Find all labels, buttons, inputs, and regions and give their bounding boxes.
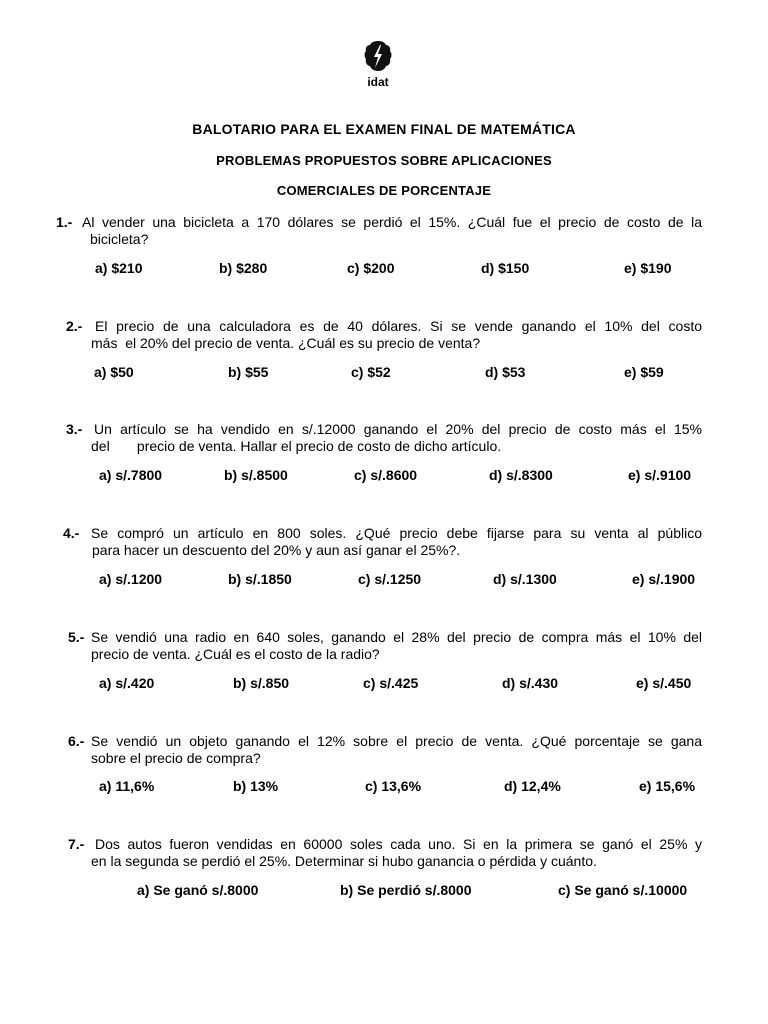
problem-line-1: El precio de una calculadora es de 40 dólares. Si se vende ganando el 10% del costo	[95, 318, 702, 334]
problem-line-2: más el 20% del precio de venta. ¿Cuál es su precio de venta?	[91, 335, 481, 351]
problem-line-2: precio de venta. ¿Cuál es el costo de la radio?	[91, 646, 380, 662]
problem-5	[68, 629, 702, 663]
option-b: b) $280	[219, 260, 268, 276]
problem-line-2: en la segunda se perdió el 25%. Determinar si hubo ganancia o pérdida y cuánto.	[91, 853, 597, 869]
problem-text	[91, 733, 702, 767]
problem-text	[91, 836, 702, 870]
option-a: a) s/.7800	[99, 467, 163, 483]
brain-bolt-icon	[363, 40, 393, 74]
option-c: c) Se ganó s/.10000	[558, 882, 688, 898]
problem-text	[91, 525, 702, 559]
problem-line-1: Un artículo se ha vendido en s/.12000 ganando el 20% del precio de costo más el 15%	[94, 421, 702, 437]
option-a: a) $50	[94, 364, 134, 380]
option-b: b) 13%	[233, 778, 279, 794]
problem-number: 7.-	[68, 836, 85, 852]
problem-line-2: bicicleta?	[90, 231, 149, 247]
option-b: b) s/.1850	[228, 571, 292, 587]
option-e: e) 15,6%	[639, 778, 696, 794]
problem-line-2: del precio de venta. Hallar el precio de costo de dicho artículo.	[91, 438, 502, 454]
answer-options-2	[0, 364, 768, 382]
page-subtitle-2: COMERCIALES DE PORCENTAJE	[276, 183, 492, 198]
problem-1	[56, 214, 702, 248]
option-c: c) $200	[347, 260, 395, 276]
problem-line-1: Se vendió un objeto ganando el 12% sobre el precio de venta. ¿Qué porcentaje se gana	[91, 733, 702, 749]
option-c: c) s/.425	[363, 675, 419, 691]
option-a: a) $210	[95, 260, 143, 276]
problem-6	[68, 733, 702, 767]
option-c: c) $52	[351, 364, 391, 380]
answer-options-4	[0, 571, 768, 589]
problem-7	[68, 836, 702, 870]
problem-line-1: Al vender una bicicleta a 170 dólares se perdió el 15%. ¿Cuál fue el precio de costo de la	[82, 214, 702, 230]
page-title: BALOTARIO PARA EL EXAMEN FINAL DE MATEMÁTICA	[192, 121, 576, 137]
option-e: e) s/.9100	[628, 467, 692, 483]
problem-number: 5.-	[68, 629, 85, 645]
answer-options-3	[0, 467, 768, 485]
answer-options-5	[0, 675, 768, 693]
option-c: c) 13,6%	[365, 778, 422, 794]
option-e: e) s/.450	[636, 675, 692, 691]
option-d: d) s/.1300	[493, 571, 557, 587]
answer-options-7	[0, 882, 768, 900]
option-c: c) s/.1250	[358, 571, 422, 587]
option-d: d) $53	[485, 364, 526, 380]
problem-text	[82, 214, 702, 248]
option-e: e) s/.1900	[632, 571, 696, 587]
problem-line-1: Se compró un artículo en 800 soles. ¿Qué precio debe fijarse para su venta al público	[91, 525, 702, 541]
option-b: b) Se perdió s/.8000	[340, 882, 472, 898]
problem-line-1: Se vendió una radio en 640 soles, ganando el 28% del precio de compra más el 10% del	[91, 629, 702, 645]
problem-2	[66, 318, 702, 352]
answer-options-6	[0, 778, 768, 796]
problem-number: 6.-	[68, 733, 85, 749]
option-d: d) s/.8300	[489, 467, 553, 483]
problem-number: 2.-	[66, 318, 83, 334]
problem-line-2: sobre el precio de compra?	[91, 750, 261, 766]
option-e: e) $190	[624, 260, 672, 276]
option-a: a) Se ganó s/.8000	[137, 882, 259, 898]
option-a: a) 11,6%	[99, 778, 155, 794]
problem-text	[91, 421, 702, 455]
idat-logo	[356, 40, 400, 98]
problem-text	[91, 629, 702, 663]
problem-3	[66, 421, 702, 455]
problem-number: 1.-	[56, 214, 73, 230]
option-b: b) $55	[228, 364, 269, 380]
logo-text: idat	[367, 75, 389, 89]
option-d: d) 12,4%	[504, 778, 561, 794]
option-c: c) s/.8600	[354, 467, 418, 483]
problem-number: 3.-	[66, 421, 83, 437]
option-e: e) $59	[624, 364, 664, 380]
page-subtitle-1: PROBLEMAS PROPUESTOS SOBRE APLICACIONES	[216, 153, 552, 168]
problem-4	[63, 525, 702, 559]
option-a: a) s/.1200	[99, 571, 163, 587]
problem-line-2: para hacer un descuento del 20% y aun así ganar el 25%?.	[92, 542, 461, 558]
option-b: b) s/.850	[233, 675, 290, 691]
option-d: d) s/.430	[502, 675, 559, 691]
option-d: d) $150	[481, 260, 530, 276]
problem-line-1: Dos autos fueron vendidas en 60000 soles cada uno. Si en la primera se ganó el 25% y	[95, 836, 702, 852]
option-a: a) s/.420	[99, 675, 155, 691]
option-b: b) s/.8500	[224, 467, 288, 483]
answer-options-1	[0, 260, 768, 278]
problem-number: 4.-	[63, 525, 80, 541]
problem-text	[91, 318, 702, 352]
